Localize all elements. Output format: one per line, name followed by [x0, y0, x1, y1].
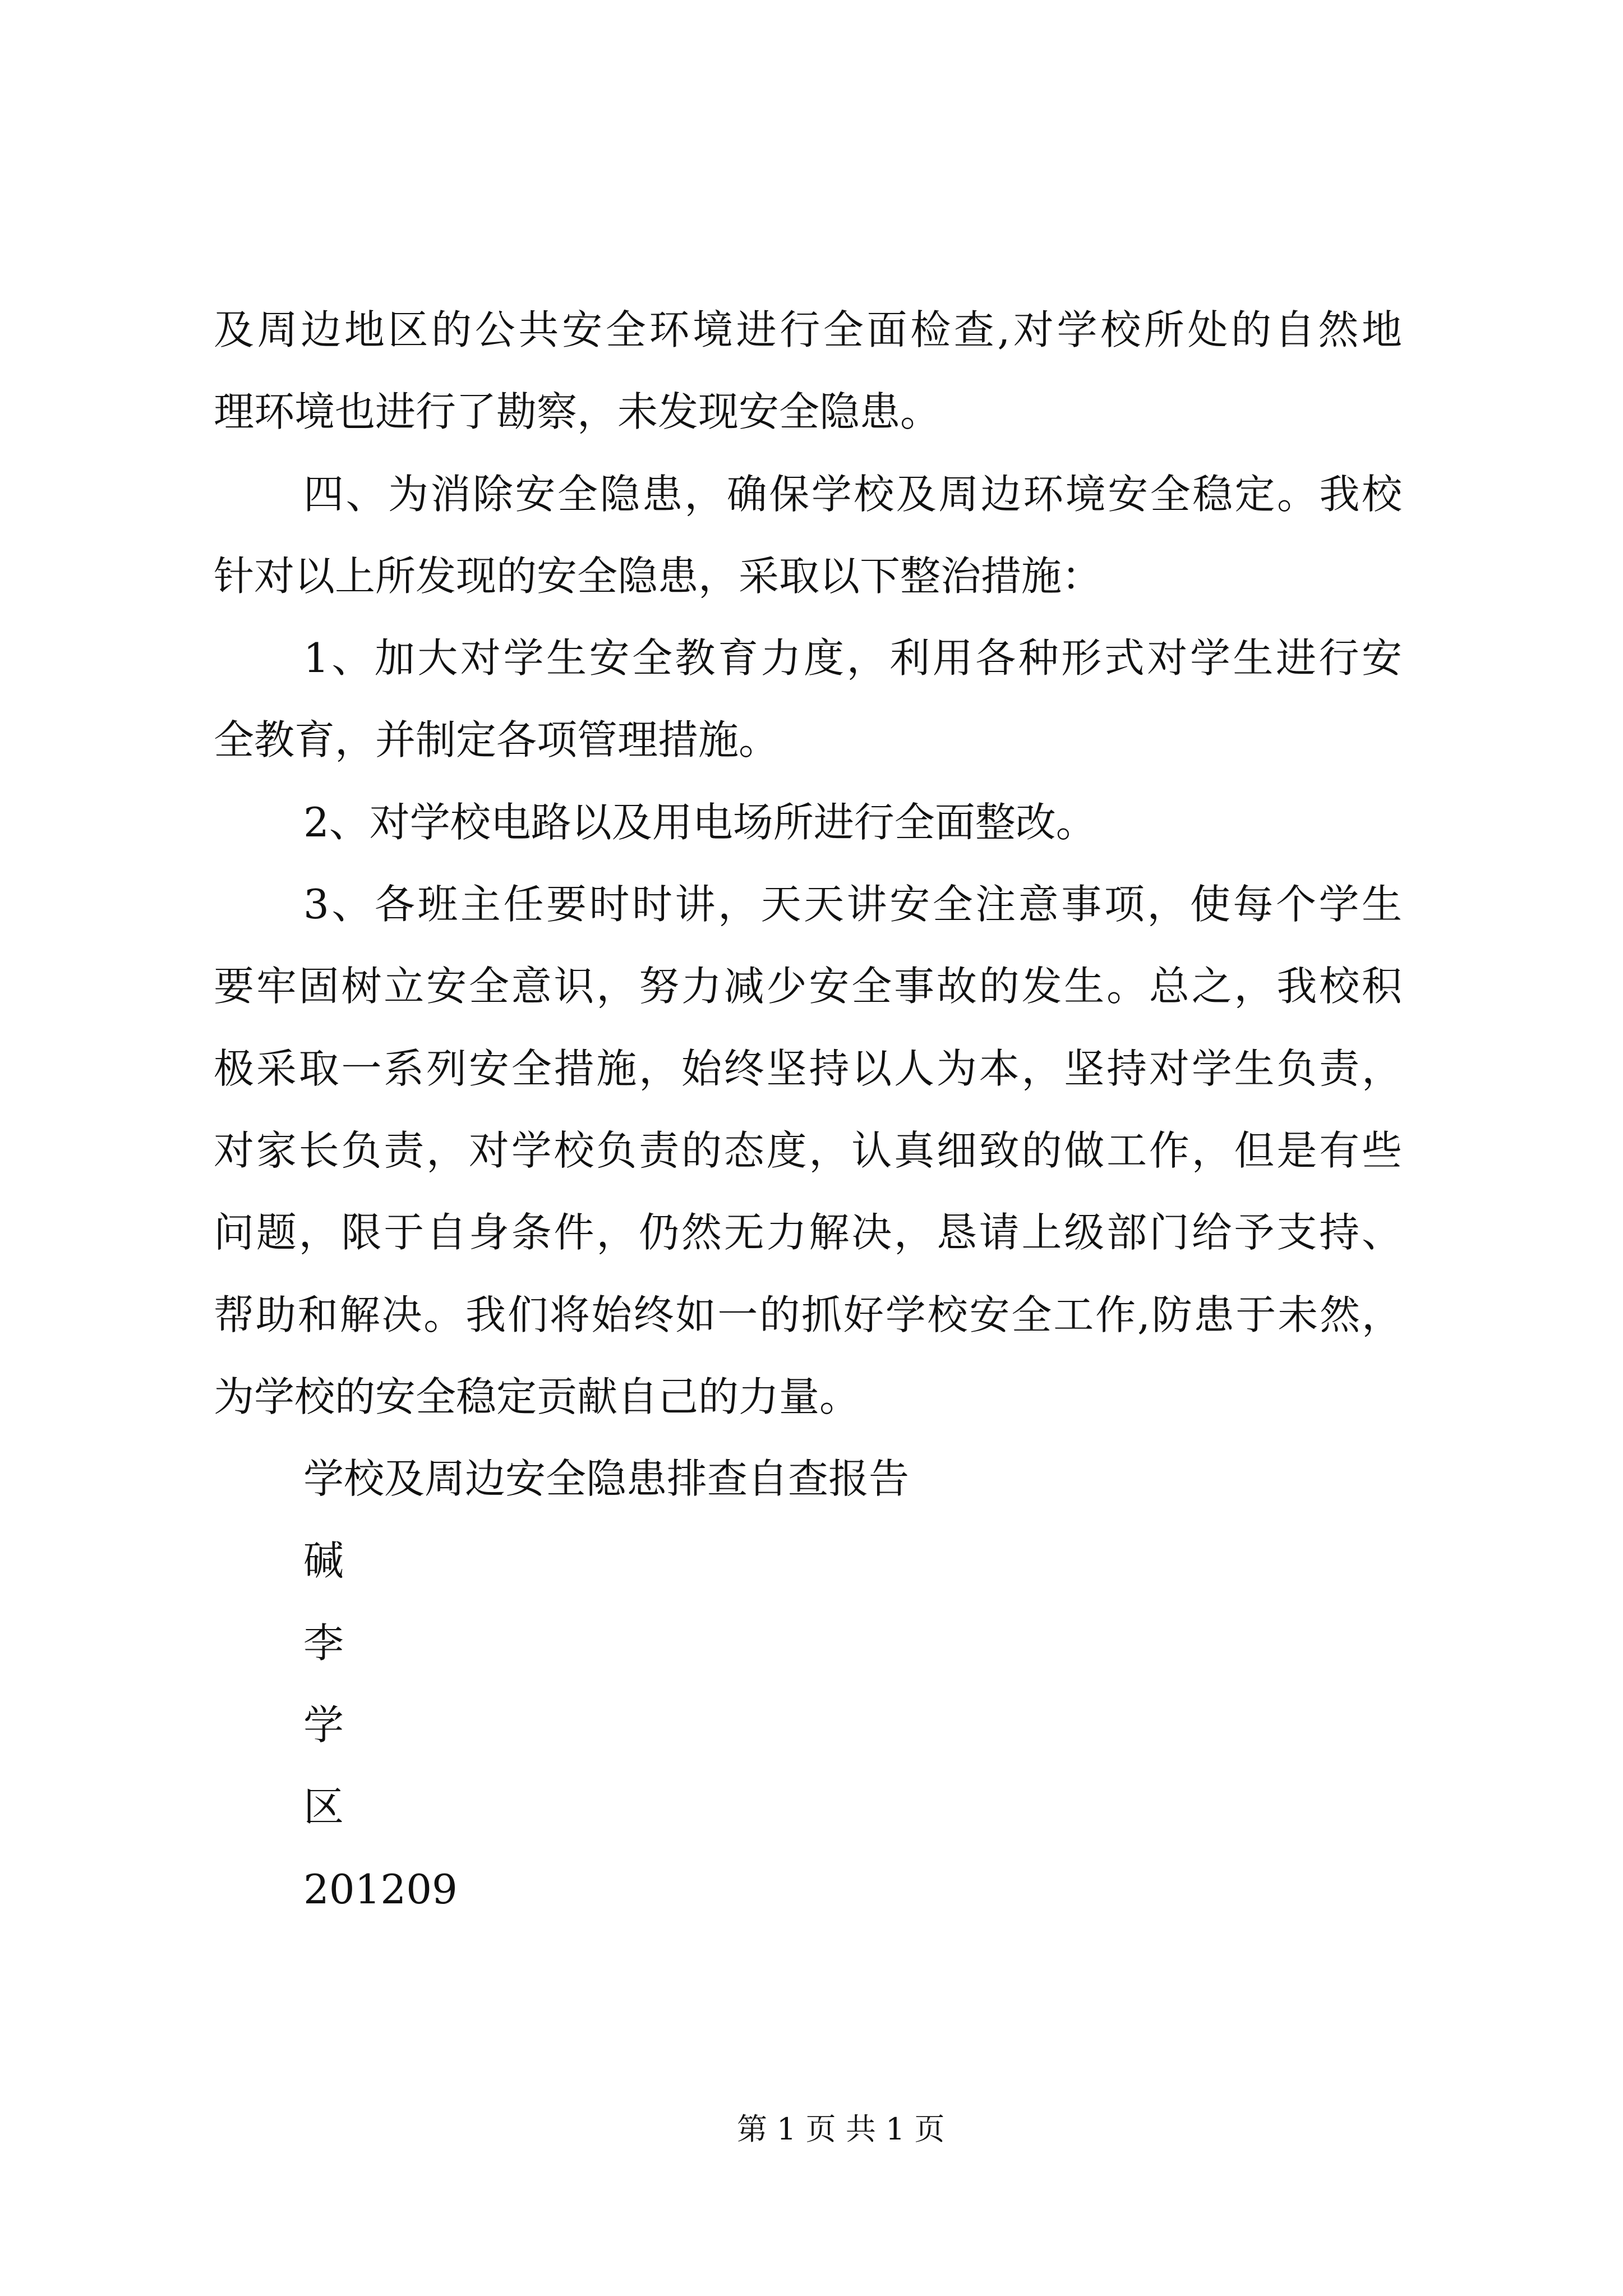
body-line: 极采取一系列安全措施，始终坚持以人为本，坚持对学生负责，	[214, 1045, 1402, 1092]
report-date: 201209	[303, 1865, 458, 1913]
report-title: 学校及周边安全隐患排查自查报告	[303, 1455, 910, 1503]
signature-char: 学	[303, 1701, 344, 1749]
body-line: 针对以上所发现的安全隐患，采取以下整治措施：	[214, 552, 1103, 600]
body-line: 及周边地区的公共安全环境进行全面检查,对学校所处的自然地	[214, 306, 1402, 353]
body-line: 要牢固树立安全意识，努力减少安全事故的发生。总之，我校积	[214, 963, 1402, 1010]
signature-char: 区	[303, 1783, 344, 1831]
body-line: 全教育，并制定各项管理措施。	[214, 716, 780, 764]
paragraph-start-line: 四、为消除安全隐患，确保学校及周边环境安全稳定。我校	[303, 470, 1402, 518]
list-item-line: 1、加大对学生安全教育力度，利用各种形式对学生进行安	[303, 634, 1402, 682]
body-line: 为学校的安全稳定贡献自己的力量。	[214, 1373, 860, 1420]
list-item-line: 3、各班主任要时时讲，天天讲安全注意事项，使每个学生	[303, 881, 1402, 928]
body-line: 理环境也进行了勘察，未发现安全隐患。	[214, 388, 941, 436]
list-item-line: 2、对学校电路以及用电场所进行全面整改。	[303, 798, 1096, 846]
body-line: 对家长负责，对学校负责的态度，认真细致的做工作，但是有些	[214, 1126, 1402, 1174]
document-body	[214, 289, 1402, 1930]
signature-char: 碱	[303, 1537, 344, 1585]
body-line: 问题，限于自身条件，仍然无力解决，恳请上级部门给予支持、	[214, 1209, 1402, 1257]
page-number-footer: 第 1 页 共 1 页	[737, 2111, 945, 2147]
body-line: 帮助和解决。我们将始终如一的抓好学校安全工作,防患于未然，	[214, 1291, 1402, 1338]
signature-char: 李	[303, 1619, 344, 1667]
